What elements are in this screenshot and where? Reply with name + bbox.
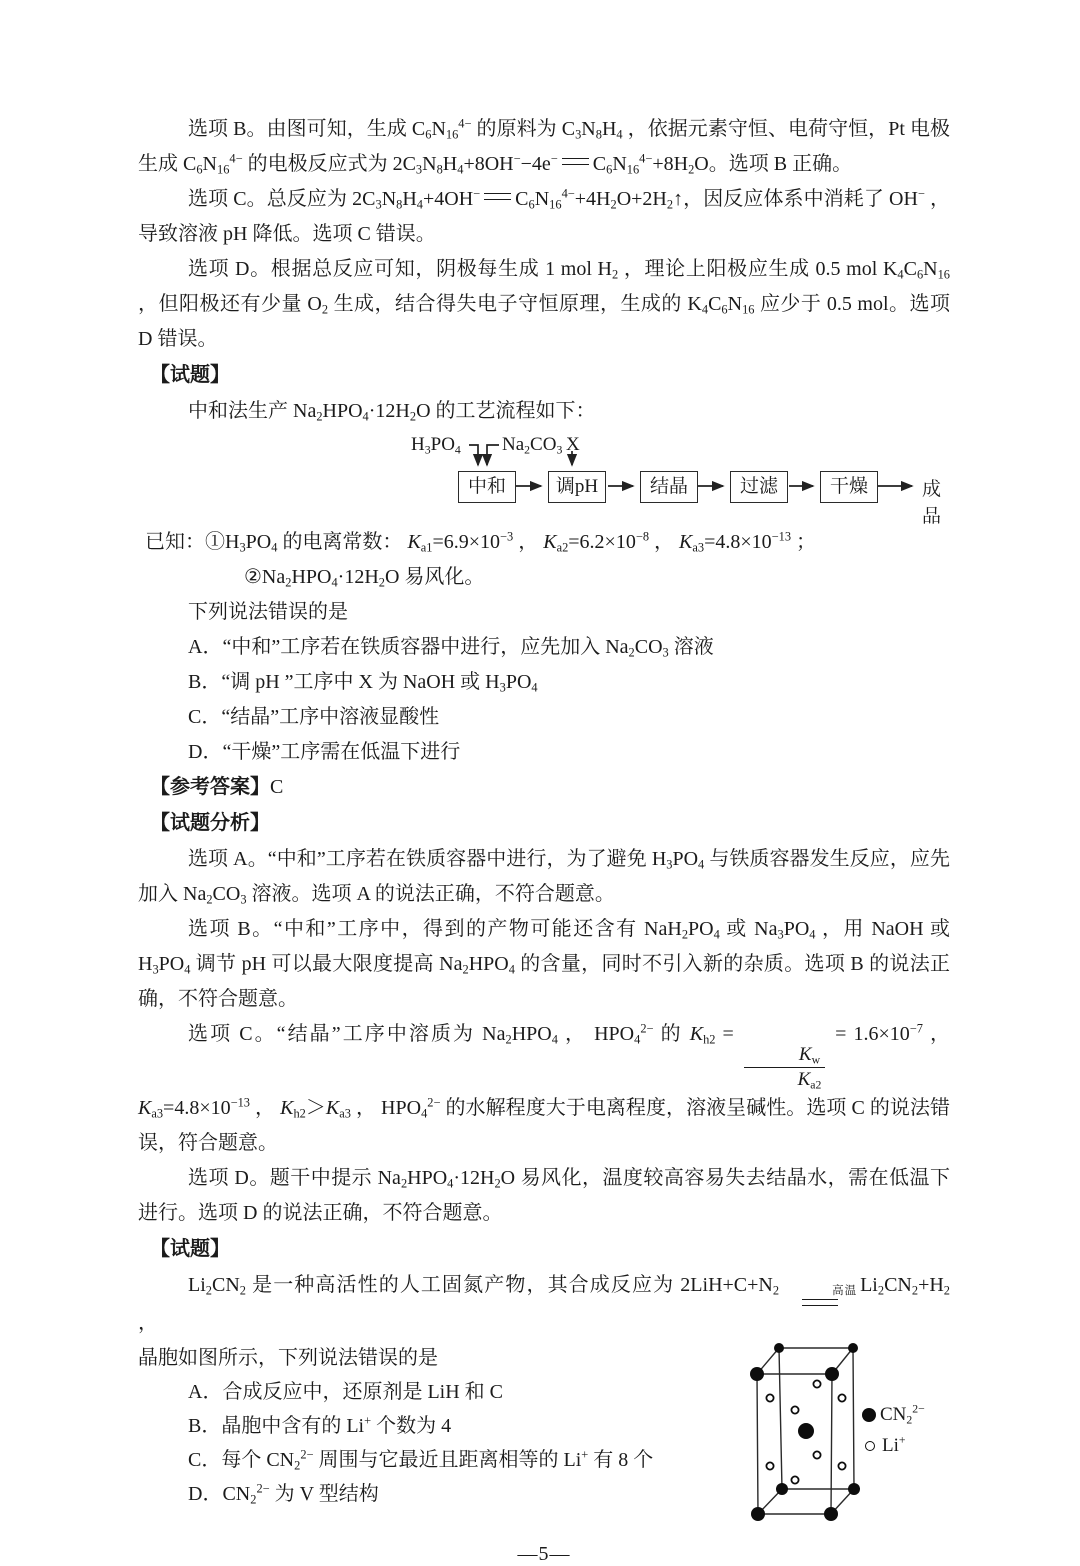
flow-step-dry: 干燥: [820, 471, 878, 503]
flow-output-product: 成品: [922, 479, 942, 527]
question2-option-b: B．晶胞中含有的 Li+ 个数为 4: [188, 1413, 452, 1438]
question2-option-a: A．合成反应中，还原剂是 LiH 和 C: [188, 1381, 503, 1404]
reference-answer-value: C: [270, 776, 284, 798]
prev-analysis-option-d: 选项 D。根据总反应可知，阴极每生成 1 mol $H_2$ ，理论上阳极应生成 0.5 mol $K_4C_6N_{16}$ ，但阳极还有少量 $O_2$ 生成，结合得失电子守恒原理，生成的 $K_4C_6N_{16}$ 应少于 0.5 mol。选项 D 错误。: [138, 258, 950, 350]
hydrolysis-constant-fraction: [744, 1044, 825, 1091]
question2-option-c: C．每个 $CN_2^{2-}$ 周围与它最近且距离相等的 Li+ 有 8 个: [188, 1447, 654, 1473]
question1-intro: 中和法生产 $Na_2HPO_4\cdot 12H_2O$ 的工艺流程如下：: [188, 400, 596, 424]
question1-option-c: C．“结晶”工序中溶液显酸性: [188, 706, 440, 728]
legend-item-li: [862, 1430, 925, 1461]
question2-stem: 晶胞如图所示，下列说法错误的是: [138, 1347, 438, 1370]
reference-answer: [138, 770, 950, 805]
fraction-denominator: $K_{a2}$: [797, 1068, 822, 1092]
legend-label-li: Li+: [882, 1433, 906, 1456]
double-line-equals: [802, 1299, 838, 1306]
unit-cell-figure: [742, 1343, 940, 1543]
question1-option-b: B．“调 pH ”工序中 X 为 NaOH 或 $H_3PO_4$: [188, 671, 538, 695]
question2-body: [138, 1341, 950, 1511]
question1-known2: $②Na_2HPO_4\cdot 12H_2O$ 易风化。: [244, 566, 485, 590]
cn2-anion-sites: [750, 1343, 860, 1521]
process-flow-diagram: [278, 433, 950, 527]
question1-stem: 下列说法错误的是: [188, 601, 348, 623]
question2-intro-after: $Li_2CN_2+H_2$ ，: [138, 1273, 950, 1335]
question1-option-a: A．“中和”工序若在铁质容器中进行，应先加入 $Na_2CO_3$ 溶液: [188, 636, 714, 660]
reference-answer-label: 【参考答案】: [150, 776, 270, 798]
question1-header: 【试题】: [150, 364, 230, 386]
question1-option-d: D．“干燥”工序需在低温下进行: [188, 741, 461, 763]
legend-item-cn2: [862, 1399, 925, 1430]
filled-circle-icon: [862, 1408, 876, 1422]
crystal-cell-diagram: [742, 1343, 868, 1527]
analysis-option-a: 选项 A。“中和”工序若在铁质容器中进行，为了避免 $H_3PO_4$ 与铁质容器发生反应，应先加入 $Na_2CO_3$ 溶液。选项 A 的说法正确，不符合题意。: [138, 848, 950, 907]
figure-legend: [862, 1399, 925, 1461]
question2-intro: [138, 1268, 950, 1342]
analysis-option-d: 选项 D。题干中提示 $Na_2HPO_4\cdot 12H_2O$ 易风化，温度较高容易失去结晶水，需在低温下进行。选项 D 的说法正确，不符合题意。: [138, 1166, 950, 1224]
question2-intro-before: $Li_2CN_2$ 是一种高活性的人工固氮产物，其合成反应为 $2LiH+C+N_2$: [188, 1273, 780, 1298]
analysis-option-c: [138, 1017, 950, 1161]
analysis-option-c-before: 选项 C。“结晶”工序中溶质为 $Na_2HPO_4$ ， $HPO_4^{2-}$ 的 $K_{h2}$ =: [188, 1021, 741, 1047]
question2-option-d: D．$CN_2^{2-}$ 为 V 型结构: [188, 1481, 379, 1507]
page-number: —5—: [517, 1543, 571, 1566]
flow-input-na2co3: $Na_2CO_3$: [502, 434, 563, 457]
analysis-option-c-after: = $1.6\times 10^{-7}$ ， $K_{a3}=4.8\times 10^{-13}$ ， $K_{h2}>K_{a3}$ ， $HPO_4^{2-}$ 的水解程度大于电离程度，溶液呈碱性。选项 C 的说法错误，符合题意。: [138, 1021, 951, 1154]
flow-step-filter: 过滤: [730, 471, 788, 503]
reaction-equals-with-condition: [782, 1286, 857, 1307]
open-circle-icon: [865, 1441, 875, 1451]
flow-input-x: X: [566, 434, 580, 455]
question2-header: 【试题】: [150, 1237, 230, 1260]
flow-step-adjust-ph: 调pH: [548, 471, 606, 503]
prev-analysis-option-c: 选项 C。总反应为 $2C_3N_8H_4+4OH^-$ $C_6N_{16}^{4-}+4H_2O+2H_2↑$，因反应体系中消耗了 OH− ，导致溶液 pH 降低。选项 C 错误。: [138, 186, 951, 245]
fraction-numerator: $K_w$: [744, 1044, 825, 1068]
question1-known1: 已知：$①H_3PO_4$ 的电离常数： $K_{a1}=6.9\times 10^{-3}$ ， $K_{a2}=6.2\times 10^{-8}$ ， $K_{a3}=4.8\times 10^{-13}$ ；: [145, 529, 817, 555]
analysis-option-b: 选项 B。“中和”工序中，得到的产物可能还含有 $NaH_2PO_4$ 或 $Na_3PO_4$ ，用 NaOH 或 $H_3PO_4$ 调节 pH 可以最大限度提高 $Na_2HPO_4$ 的含量，同时不引入新的杂质。选项 B 的说法正确，不符合题意。: [138, 918, 951, 1010]
prev-analysis-option-b: 选项 B。由图可知，生成 $C_6N_{16}^{4-}$ 的原料为 $C_3N_8H_4$ ，依据元素守恒、电荷守恒，Pt 电极生成 $C_6N_{16}^{4-}$ 的电极反应式为 $2C_3N_8H_4+8OH^--4e^-$ $C_6N_{16}^{4-}+8H_2O$。选项 B 正确。: [138, 116, 950, 177]
flow-step-neutralize: 中和: [458, 471, 516, 503]
reaction-condition: 高温: [832, 1284, 858, 1297]
legend-label-cn2: $CN_2^{2-}$: [880, 1402, 925, 1426]
flow-input-h3po4: $H_3PO_4$: [411, 434, 461, 457]
flow-step-crystallize: 结晶: [640, 471, 698, 503]
analysis-header: 【试题分析】: [150, 812, 270, 834]
